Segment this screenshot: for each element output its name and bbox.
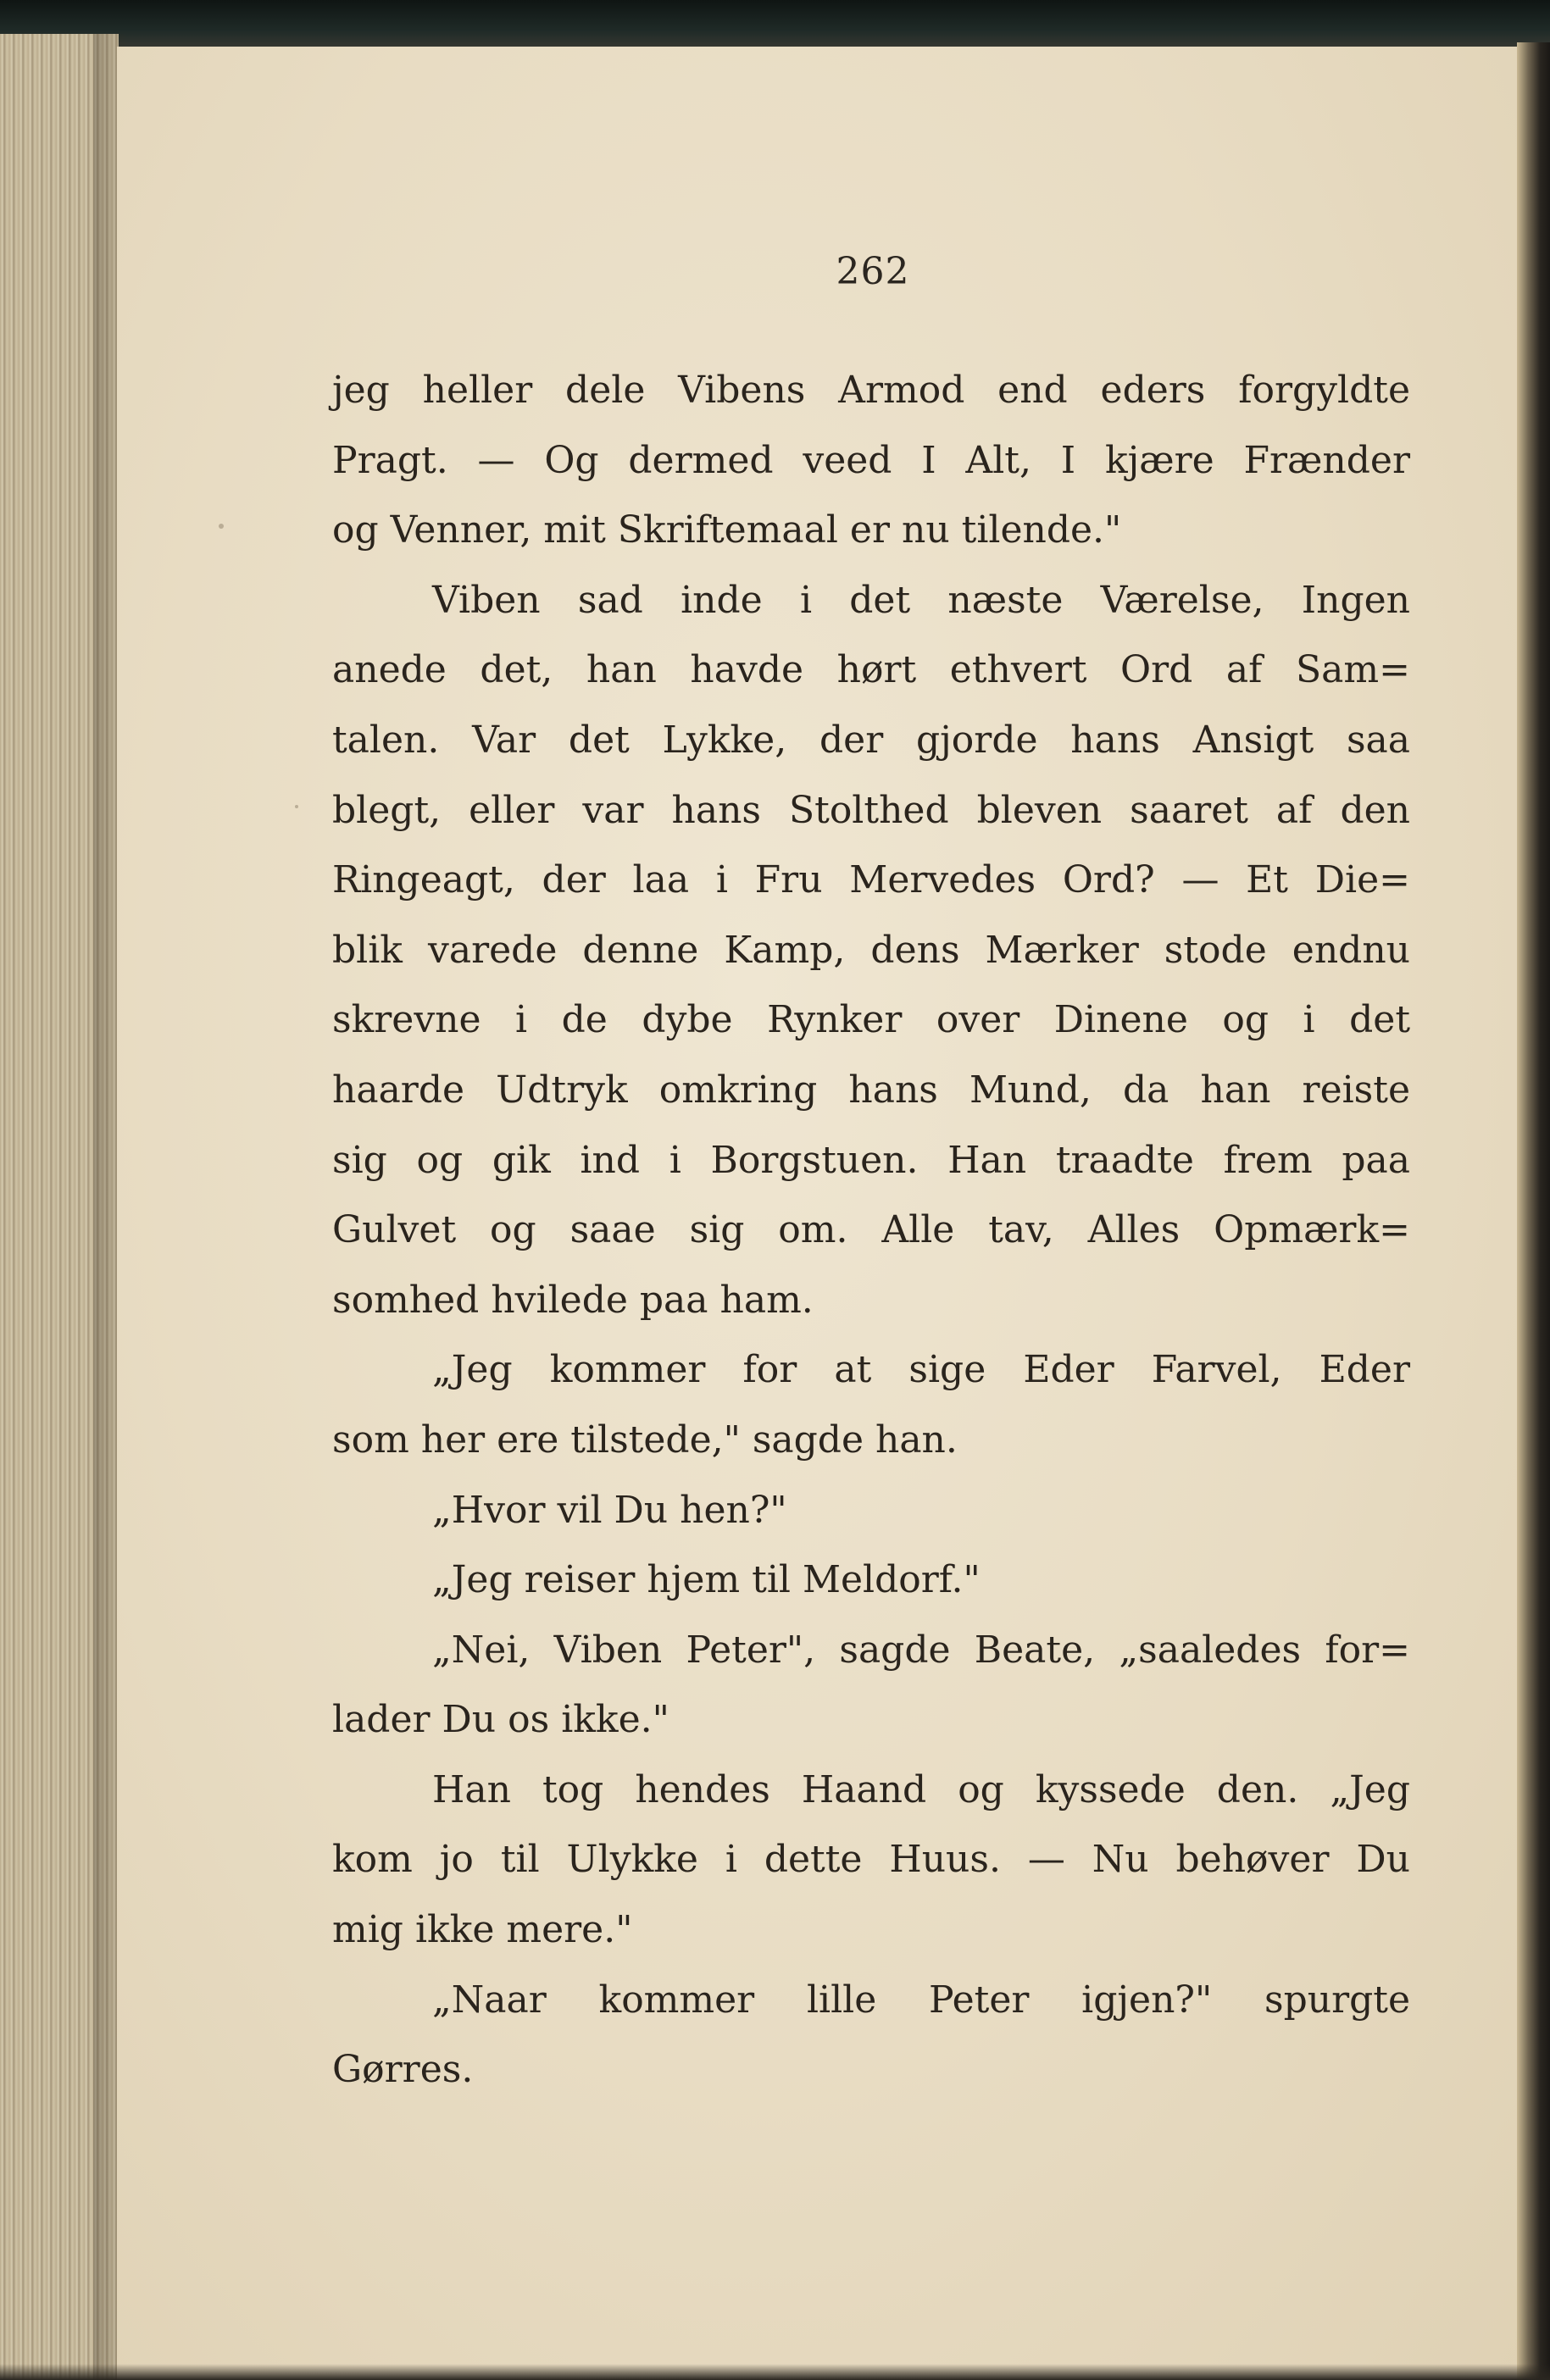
text-line: som her ere tilstede," sagde han. (332, 1417, 958, 1462)
text-line: skrevne i de dybe Rynker over Dinene og i det (332, 998, 1410, 1042)
paper-speck (219, 524, 224, 529)
book-cover-edge (0, 0, 1550, 51)
text-line: Viben sad inde i det næste Værelse, Ingen (432, 578, 1410, 622)
text-line: mig ikke mere." (332, 1908, 633, 1952)
text-line: blik varede denne Kamp, dens Mærker stode endnu (332, 928, 1410, 972)
text-line: kom jo til Ulykke i dette Huus. — Nu behøver Du (332, 1838, 1410, 1882)
text-line: „Nei, Viben Peter", sagde Beate, „saaledes for= (432, 1628, 1410, 1672)
text-line: Pragt. — Og dermed veed I Alt, I kjære Frænder (332, 438, 1410, 482)
text-line: lader Du os ikke." (332, 1698, 669, 1742)
text-line: Gørres. (332, 2048, 474, 2092)
book-bottom-edge (0, 2364, 1550, 2380)
text-line: Ringeagt, der laa i Fru Mervedes Ord? — Et Die= (332, 858, 1410, 902)
paper-speck (295, 805, 298, 808)
text-line: Gulvet og saae sig om. Alle tav, Alles Opmærk= (332, 1208, 1410, 1252)
body-text (332, 356, 1410, 2105)
text-line: „Jeg reiser hjem til Meldorf." (432, 1558, 981, 1602)
text-line: haarde Udtryk omkring hans Mund, da han reiste (332, 1068, 1410, 1112)
text-line: jeg heller dele Vibens Armod end eders forgyldte (332, 369, 1410, 412)
text-line: blegt, eller var hans Stolthed bleven saaret af den (332, 788, 1410, 832)
text-line: anede det, han havde hørt ethvert Ord af Sam= (332, 648, 1410, 692)
text-line: somhed hvilede paa ham. (332, 1278, 814, 1322)
text-line: talen. Var det Lykke, der gjorde hans Ansigt saa (332, 718, 1410, 762)
book-spine-edge (1517, 42, 1550, 2380)
text-line: „Naar kommer lille Peter igjen?" spurgte (432, 1978, 1410, 2022)
text-line: Han tog hendes Haand og kyssede den. „Jeg (432, 1767, 1410, 1811)
page-number: 262 (836, 250, 910, 293)
text-line: „Hvor vil Du hen?" (432, 1488, 787, 1532)
text-line: „Jeg kommer for at sige Eder Farvel, Eder (432, 1348, 1410, 1392)
text-line: og Venner, mit Skriftemaal er nu tilende." (332, 508, 1122, 552)
text-line: sig og gik ind i Borgstuen. Han traadte frem paa (332, 1138, 1410, 1182)
